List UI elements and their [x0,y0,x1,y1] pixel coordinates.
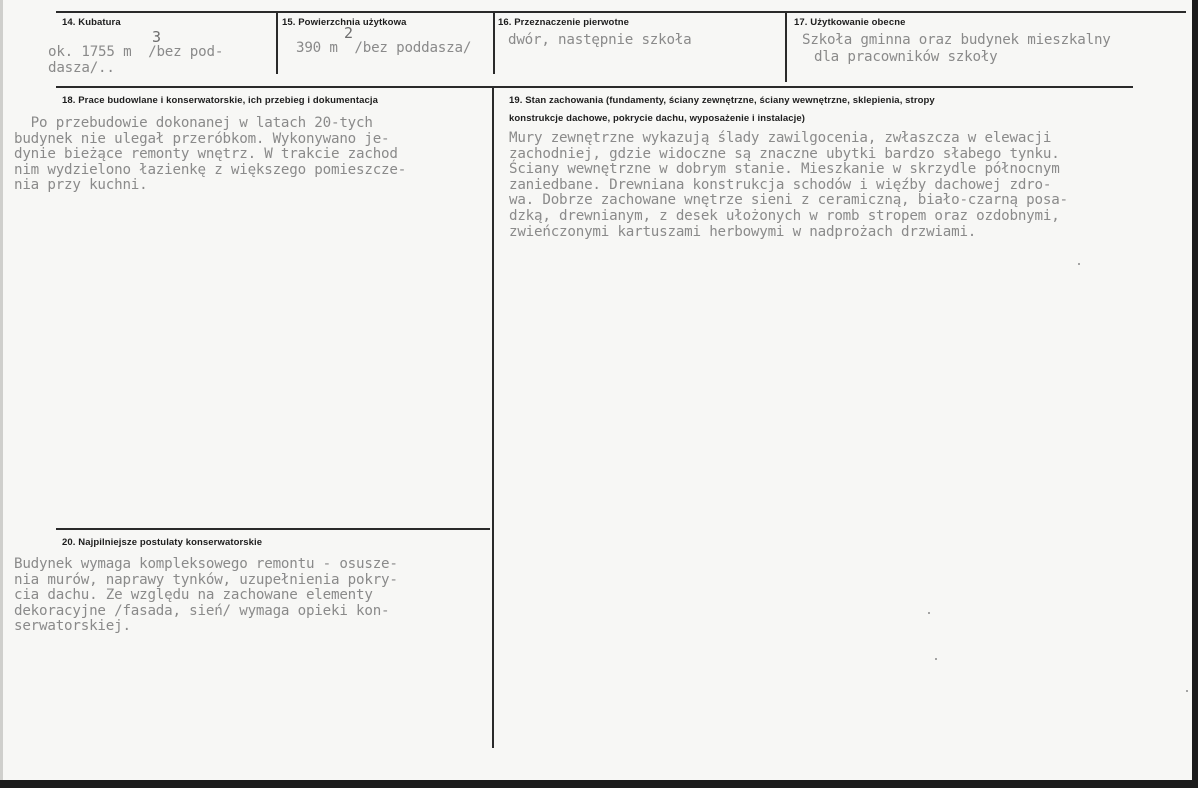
scan-speck [1186,690,1188,692]
field-15-value: 390 m /bez poddasza/ [296,40,472,56]
field-15-superscript: 2 [344,24,354,42]
field-17-value-line2: dla pracowników szkoły [814,49,998,65]
scan-speck [935,658,937,660]
scan-speck [928,612,930,614]
divider-15-16 [493,12,495,74]
field-20-label: 20. Najpilniejsze postulaty konserwatorskie [62,537,263,548]
field-20-text: Budynek wymaga kompleksowego remontu - osusze- nia murów, naprawy tynków, uzupełnienia pokry- cia dachu. Ze względu na zachowane elementy dekoracyjne /fasada, sień/ wymaga opieki kon- serwatorskiej. [14,556,398,635]
field-18-text: Po przebudowie dokonanej w latach 20-tych budynek nie ulegał przeróbkom. Wykonywano je- dynie bieżące remonty wnętrz. W trakcie zachod nim wydzielono łazienkę z większego pomieszcze- nia przy kuchni. [14,115,407,194]
field-15-label: 15. Powierzchnia użytkowa [282,17,407,28]
top-rule [56,11,1186,13]
field-18-label: 18. Prace budowlane i konserwatorskie, ich przebieg i dokumentacja [62,95,378,106]
field-17-label: 17. Użytkowanie obecne [794,17,906,28]
field-16-label: 16. Przeznaczenie pierwotne [498,17,629,28]
divider-18-19 [492,88,494,748]
divider-16-17 [785,12,787,82]
row1-bottom-rule [56,86,1133,88]
field-17-value-line1: Szkoła gminna oraz budynek mieszkalny [802,32,1111,48]
field-19-text: Mury zewnętrzne wykazują ślady zawilgocenia, zwłaszcza w elewacji zachodniej, gdzie widoczne są znaczne ubytki bardzo słabego tynku. Ściany wewnętrzne w dobrym stanie. Mieszkanie w skrzydle północnym zaniedbane. Drewniana konstrukcja schodów i więźby dachowej zdro- wa. Dobrze zachowane wnętrze sieni z ceramiczną, biało-czarną posa- dzką, drewnianym, z desek ułożonych w romb stropem oraz ozdobnymi, zwieńczonymi kartuszami herbowymi w nadprożach drzwiami. [509,130,1068,240]
field-14-superscript: 3 [152,28,162,46]
divider-14-15 [276,12,278,74]
field-14-value-line1: ok. 1755 m /bez pod- [48,44,224,60]
field-19-label-line2: konstrukcje dachowe, pokrycie dachu, wyposażenie i instalacje) [509,113,806,124]
scan-edge-bottom [0,780,1198,788]
scan-speck [1078,263,1080,265]
scan-edge-left [0,0,3,788]
field-14-value-line2: dasza/.. [48,60,115,76]
field-14-label: 14. Kubatura [62,17,121,28]
field-20-top-rule [56,528,490,530]
scan-edge-right [1192,0,1198,788]
field-16-value: dwór, następnie szkoła [508,32,692,48]
field-19-label-line1: 19. Stan zachowania (fundamenty, ściany zewnętrzne, ściany wewnętrzne, sklepienia, stropy [509,95,935,106]
